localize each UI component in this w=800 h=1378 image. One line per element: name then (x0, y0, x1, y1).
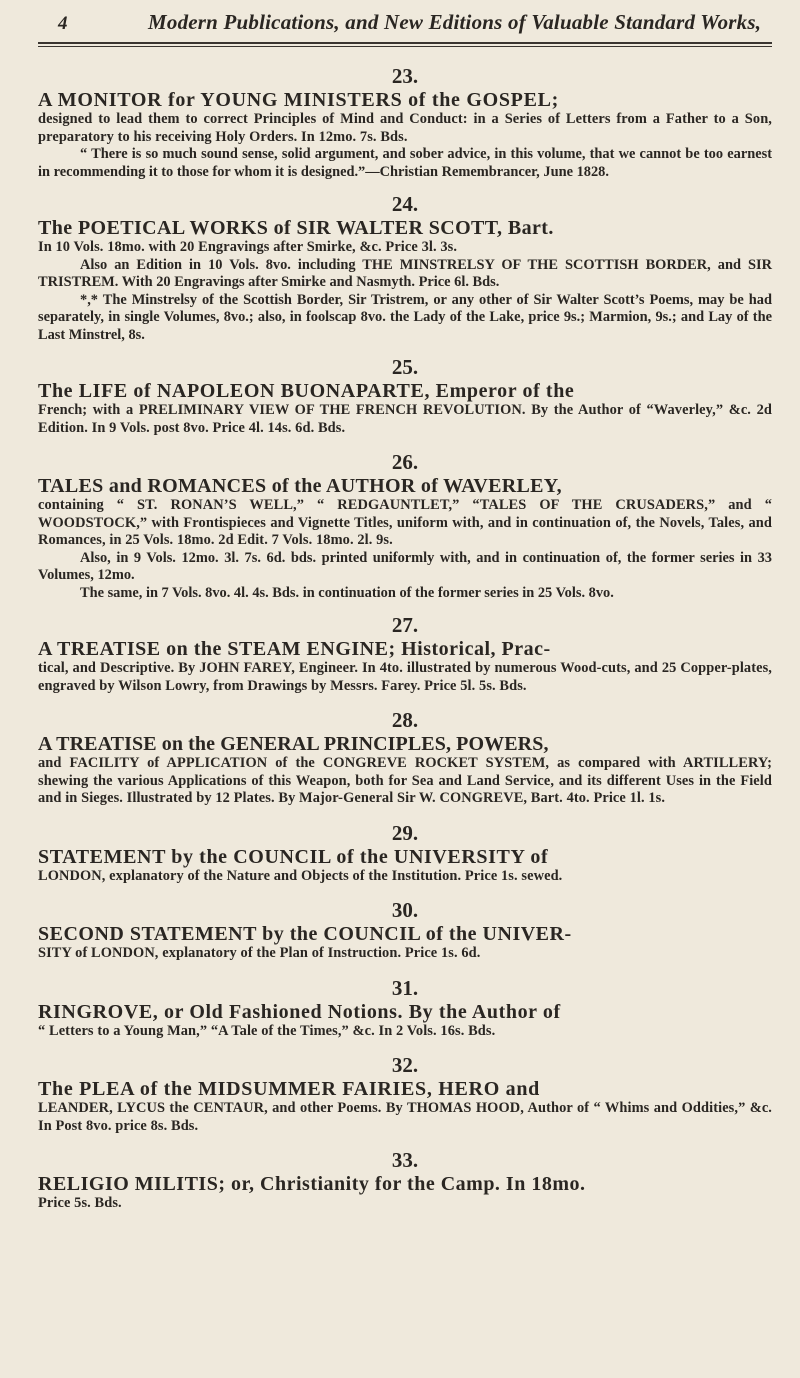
entry-29 (38, 822, 772, 886)
entry-title: The POETICAL WORKS of SIR WALTER SCOTT, Bart. (38, 217, 554, 239)
running-title: Modern Publications, and New Editions of Valuable Standard Works, (148, 10, 762, 34)
entry-title: TALES and ROMANCES of the AUTHOR of WAVERLEY, (38, 475, 562, 497)
entry-number: 25. (391, 355, 419, 379)
entry-description: and FACILITY of APPLICATION of the CONGREVE ROCKET SYSTEM, as compared with ARTILLERY; shewing the various Applications of this Weapon, both for Sea and Land Service, and its different Uses in the Field and in Sieges. Illustrated by 12 Plates. By Major-General Sir W. CONGREVE, Bart. 4to. Price 1l. 1s. (38, 755, 772, 806)
entry-description: LONDON, explanatory of the Nature and Objects of the Institution. Price 1s. sewed. (38, 867, 563, 884)
entry-description: designed to lead them to correct Principles of Mind and Conduct: in a Series of Letters from a Father to a Son, preparatory to his receiving Holy Orders. In 12mo. 7s. Bds. (38, 111, 772, 145)
entry-title: STATEMENT by the COUNCIL of the UNIVERSITY of (38, 845, 549, 868)
entry-number: 32. (391, 1053, 419, 1077)
entry-note-secondary: *,* The Minstrelsy of the Scottish Border, Sir Tristrem, or any other of Sir Walter Scott’s Poems, may be had separately, in single Volumes, 8vo.; also, in foolscap 8vo. the Lady of the Lake, price 9s.; Marmion, 9s.; and Lay of the Last Minstrel, 8s. (38, 291, 772, 343)
page-number: 4 (58, 13, 68, 34)
entry-note: “ There is so much sound sense, solid argument, and sober advice, in this volume, that we cannot be too earnest in recommending it to those for whom it is designed.”—Christian Remembrancer, June 1828. (38, 146, 772, 180)
entry-number: 30. (391, 898, 419, 922)
entry-description: LEANDER, LYCUS the CENTAUR, and other Poems. By THOMAS HOOD, Author of “ Whims and Oddities,” &c. In Post 8vo. price 8s. Bds. (38, 1100, 772, 1134)
entry-28 (38, 709, 772, 808)
entry-25 (38, 356, 772, 437)
entry-33 (38, 1149, 772, 1213)
entry-27 (38, 614, 772, 695)
entry-number: 23. (391, 64, 419, 88)
entry-description: containing “ ST. RONAN’S WELL,” “ REDGAUNTLET,” “TALES OF THE CRUSADERS,” and “ WOODSTOCK,” with Frontispieces and Vignette Titles, uniform with, and in continuation of, the Novels, Tales, and Romances, in 25 Vols. 18mo. 2d Edit. 7 Vols. 18mo. 2l. 9s. (38, 497, 772, 548)
entry-note: Also an Edition in 10 Vols. 8vo. including THE MINSTRELSY OF THE SCOTTISH BORDER, and SIR TRISTREM. With 20 Engravings after Smirke and Nasmyth. Price 6l. Bds. (38, 256, 772, 290)
entry-number: 27. (391, 613, 419, 637)
entry-26 (38, 451, 772, 602)
entry-32 (38, 1054, 772, 1135)
entry-title: A TREATISE on the STEAM ENGINE; Historical, Prac- (38, 638, 551, 660)
entry-30 (38, 899, 772, 963)
entry-description: In 10 Vols. 18mo. with 20 Engravings after Smirke, &c. Price 3l. 3s. (38, 239, 458, 255)
entry-31 (38, 977, 772, 1041)
entry-note-secondary: The same, in 7 Vols. 8vo. 4l. 4s. Bds. in continuation of the former series in 25 Vols. 8vo. (80, 584, 614, 601)
entry-number: 26. (391, 450, 419, 474)
entry-description: French; with a PRELIMINARY VIEW OF THE FRENCH REVOLUTION. By the Author of “Waverley,” &c. 2d Edition. In 9 Vols. post 8vo. Price 4l. 14s. 6d. Bds. (38, 402, 772, 436)
entry-23 (38, 65, 772, 181)
entry-title: A MONITOR for YOUNG MINISTERS of the GOSPEL; (38, 89, 560, 111)
entry-note: Also, in 9 Vols. 12mo. 3l. 7s. 6d. bds. printed uniformly with, and in continuation of, the former series in 33 Volumes, 12mo. (38, 549, 772, 583)
entries-list (38, 65, 772, 1213)
entry-number: 28. (391, 708, 419, 732)
entry-title: RELIGIO MILITIS; or, Christianity for the Camp. In 18mo. (38, 1173, 586, 1195)
entry-title: SECOND STATEMENT by the COUNCIL of the UNIVER- (38, 923, 572, 945)
entry-number: 24. (391, 192, 419, 216)
entry-description: Price 5s. Bds. (38, 1195, 122, 1211)
entry-description: “ Letters to a Young Man,” “A Tale of the Times,” &c. In 2 Vols. 16s. Bds. (38, 1022, 496, 1039)
entry-title: A TREATISE on the GENERAL PRINCIPLES, POWERS, (38, 733, 549, 755)
entry-number: 31. (391, 975, 419, 1000)
entry-number: 29. (391, 820, 419, 845)
entry-title: The LIFE of NAPOLEON BUONAPARTE, Emperor of the (38, 380, 575, 402)
entry-title: The PLEA of the MIDSUMMER FAIRIES, HERO and (38, 1078, 540, 1100)
entry-number: 33. (391, 1148, 419, 1172)
entry-title: RINGROVE, or Old Fashioned Notions. By the Author of (38, 1000, 561, 1023)
page-header (38, 10, 772, 36)
entry-24 (38, 193, 772, 344)
entry-description: SITY of LONDON, explanatory of the Plan of Instruction. Price 1s. 6d. (38, 945, 481, 961)
header-rule (38, 42, 772, 47)
entry-description: tical, and Descriptive. By JOHN FAREY, Engineer. In 4to. illustrated by numerous Wood-cuts, and 25 Copper-plates, engraved by Wilson Lowry, from Drawings by Messrs. Farey. Price 5l. 5s. Bds. (38, 660, 772, 694)
